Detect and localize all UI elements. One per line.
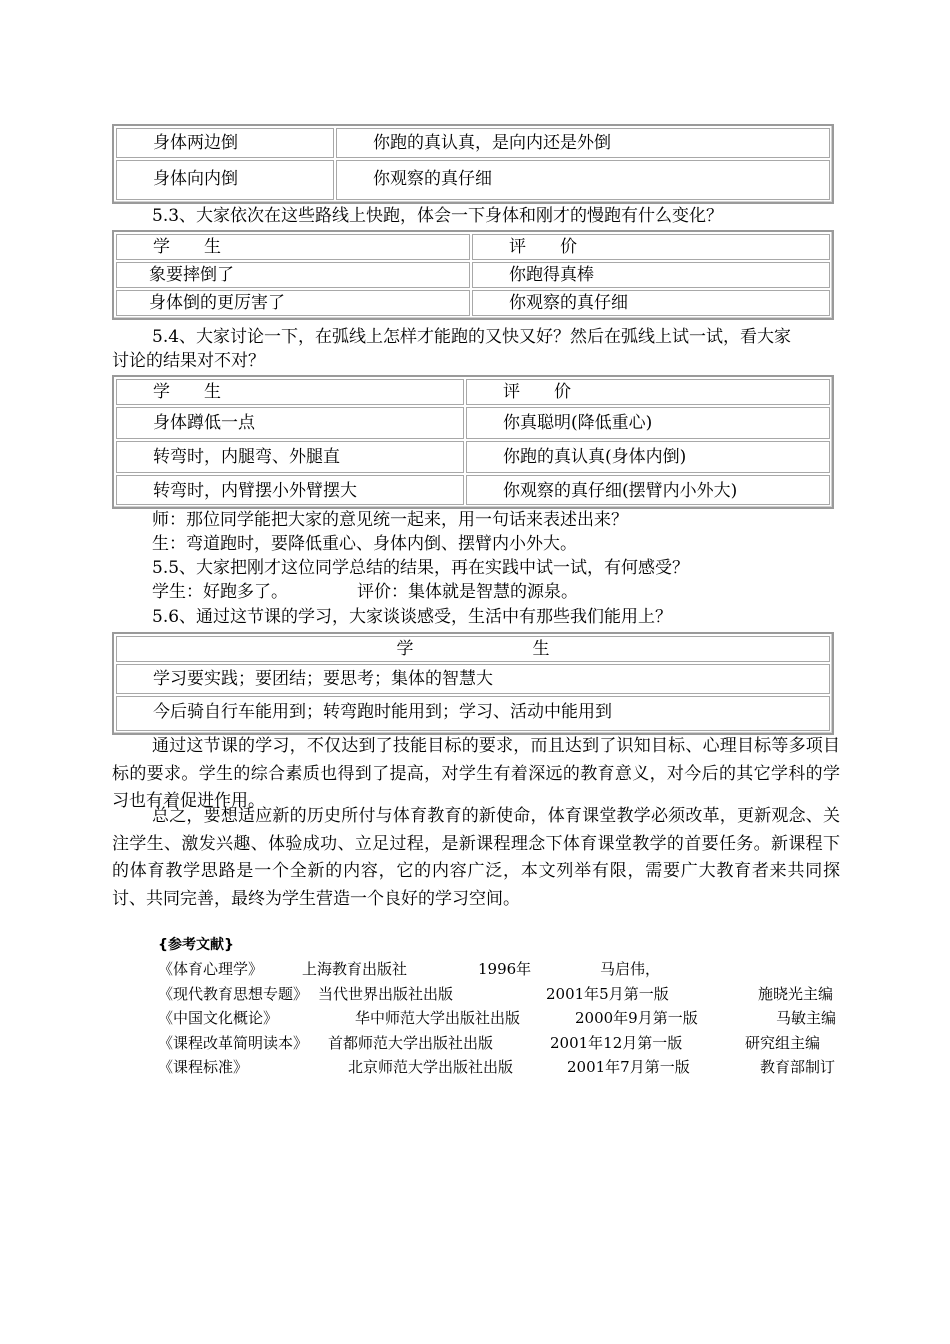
student-line: 生：弯道跑时，要降低重心、身体内倒、摆臂内小外大。: [152, 534, 577, 554]
reference-author: 马启伟，: [600, 960, 661, 978]
table-row: [116, 290, 830, 316]
question-5-5-answer: 学生：好跑多了。: [152, 582, 288, 602]
reference-author: 研究组主编: [745, 1034, 821, 1052]
reference-date: 2001年12月第一版: [550, 1034, 683, 1052]
question-5-4-line1: 5.4、大家讨论一下，在弧线上怎样才能跑的又快又好？然后在弧线上试一试，看大家: [152, 327, 792, 347]
reference-book: 《课程改革简明读本》: [158, 1034, 309, 1052]
table-header-row: [116, 234, 830, 260]
student-cell: 身体向内倒: [116, 160, 334, 200]
header-student: 学 生: [116, 379, 464, 405]
student-cell: 转弯时，内腿弯、外腿直: [116, 441, 464, 473]
table-row: [116, 160, 830, 200]
question-5-3: 5.3、大家依次在这些路线上快跑，体会一下身体和刚才的慢跑有什么变化？: [152, 206, 724, 226]
reference-publisher: 华中师范大学出版社出版: [355, 1009, 521, 1027]
table-curve-run: [112, 375, 834, 509]
reference-book: 《现代教育思想专题》: [158, 985, 309, 1003]
evaluation-cell: 你观察的真仔细: [336, 160, 830, 200]
header-evaluation: 评 价: [466, 379, 830, 405]
reference-date: 2000年9月第一版: [575, 1009, 698, 1027]
table-lean-observation: [112, 124, 834, 204]
table-row: [116, 262, 830, 288]
table-header-row: [116, 379, 830, 405]
reference-publisher: 北京师范大学出版社出版: [348, 1058, 514, 1076]
header-evaluation: 评 价: [472, 234, 830, 260]
reference-book: 《体育心理学》: [158, 960, 264, 978]
reflection-cell: 学习要实践；要团结；要思考；集体的智慧大: [116, 664, 830, 694]
reference-book: 《中国文化概论》: [158, 1009, 279, 1027]
table-row: [116, 407, 830, 439]
references-title: {参考文献}: [158, 937, 234, 953]
reference-book: 《课程标准》: [158, 1058, 249, 1076]
evaluation-cell: 你真聪明(降低重心): [466, 407, 830, 439]
question-5-5: 5.5、大家把刚才这位同学总结的结果，再在实践中试一试，有何感受？: [152, 558, 690, 578]
student-cell: 身体蹲低一点: [116, 407, 464, 439]
question-5-5-evaluation: 评价：集体就是智慧的源泉。: [357, 582, 578, 602]
reference-author: 施晓光主编: [758, 985, 834, 1003]
table-row: [116, 664, 830, 694]
reference-publisher: 上海教育出版社: [302, 960, 408, 978]
header-student: 学 生: [116, 234, 470, 260]
student-cell: 象要摔倒了: [116, 262, 470, 288]
question-5-6: 5.6、通过这节课的学习，大家谈谈感受，生活中有那些我们能用上？: [152, 607, 673, 627]
table-row: [116, 696, 830, 731]
reference-publisher: 首都师范大学出版社出版: [328, 1034, 494, 1052]
conclusion-paragraph-2: 总之，要想适应新的历史所付与体育教育的新使命，体育课堂教学必须改革，更新观念、关注学生、激发兴趣、体验成功、立足过程，是新课程理念下体育课堂教学的首要任务。新课程下的体育教学思路是一个全新的内容，它的内容广泛，本文列举有限，需要广大教育者来共同探讨、共同完善，最终为学生营造一个良好的学习空间。: [112, 806, 840, 909]
reference-date: 1996年: [478, 960, 532, 978]
evaluation-cell: 你跑的真认真，是向内还是外倒: [336, 128, 830, 158]
teacher-line: 师：那位同学能把大家的意见统一起来，用一句话来表述出来？: [152, 510, 628, 530]
evaluation-cell: 你跑的真认真(身体内倒): [466, 441, 830, 473]
student-cell: 身体倒的更厉害了: [116, 290, 470, 316]
evaluation-cell: 你观察的真仔细: [472, 290, 830, 316]
table-row: [116, 475, 830, 505]
table-reflections: [112, 632, 834, 735]
student-cell: 转弯时，内臂摆小外臂摆大: [116, 475, 464, 505]
evaluation-cell: 你跑得真棒: [472, 262, 830, 288]
reflection-cell: 今后骑自行车能用到；转弯跑时能用到；学习、活动中能用到: [116, 696, 830, 731]
reference-author: 教育部制订: [760, 1058, 836, 1076]
reference-date: 2001年5月第一版: [546, 985, 669, 1003]
table-row: [116, 128, 830, 158]
evaluation-cell: 你观察的真仔细(摆臂内小外大): [466, 475, 830, 505]
conclusion-paragraph-1: 通过这节课的学习，不仅达到了技能目标的要求，而且达到了识知目标、心理目标等多项目标的要求。学生的综合素质也得到了提高，对学生有着深远的教育意义，对今后的其它学科的学习也有着促进作用。: [112, 736, 840, 811]
table-row: [116, 441, 830, 473]
student-cell: 身体两边倒: [116, 128, 334, 158]
table-header-row: [116, 636, 830, 662]
table-fast-run: [112, 230, 834, 320]
reference-date: 2001年7月第一版: [567, 1058, 690, 1076]
header-student: 学 生: [116, 636, 830, 662]
reference-publisher: 当代世界出版社出版: [318, 985, 454, 1003]
question-5-4-line2: 讨论的结果对不对？: [112, 351, 265, 371]
reference-author: 马敏主编: [776, 1009, 837, 1027]
